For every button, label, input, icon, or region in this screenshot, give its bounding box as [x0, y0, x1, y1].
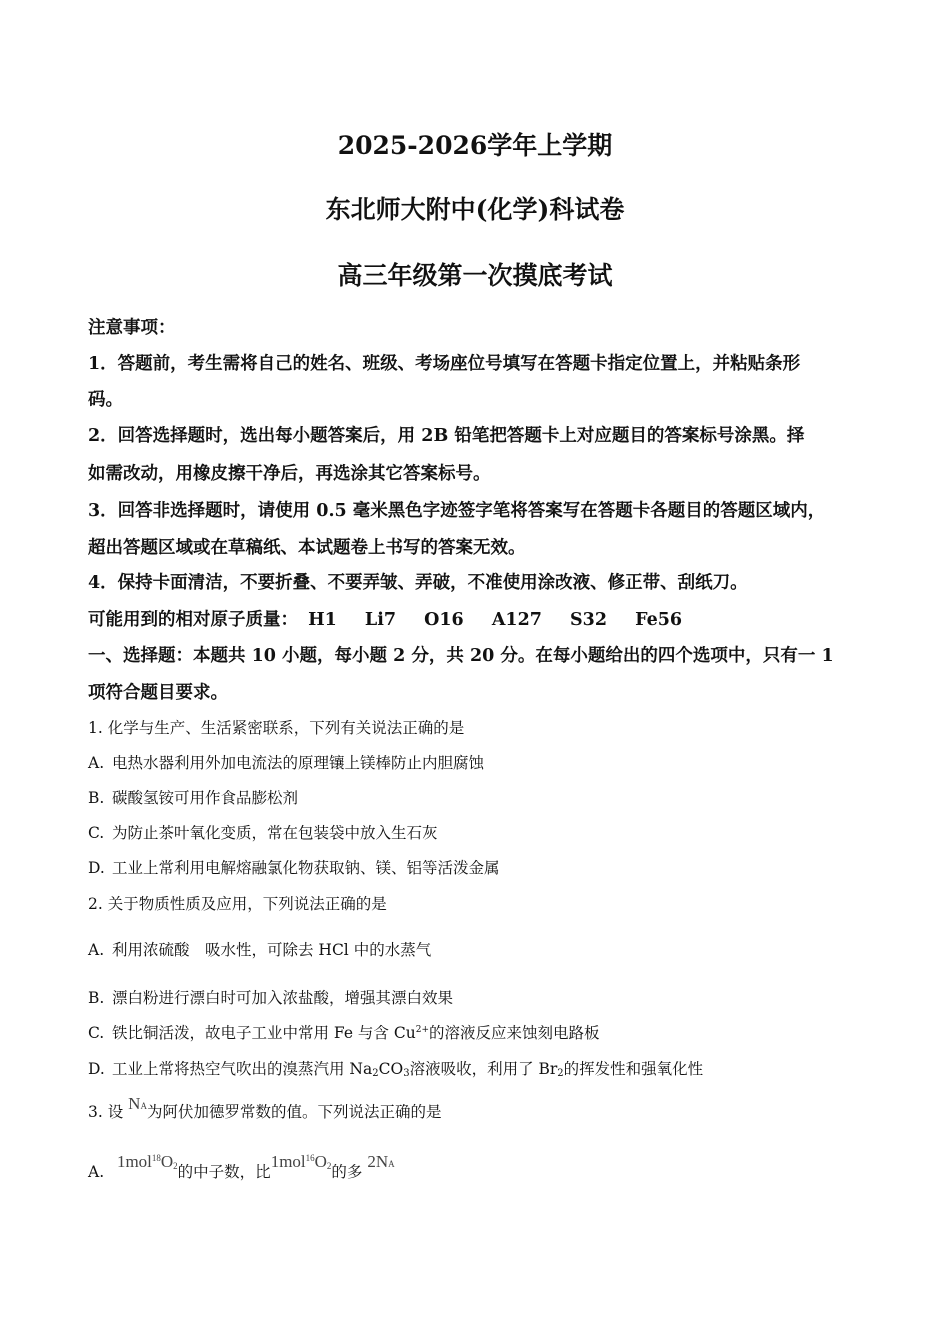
- formula-1mol-18o2: $1mol^{18}O_2$: [116, 1152, 178, 1171]
- question-2-option-d: D. 工业上常将热空气吹出的溴蒸汽用 $Na_2CO_3$溶液吸收，利用了 $Br_2$的挥发性和强氧化性: [88, 1060, 704, 1079]
- question-1-option-a: A. 电热水器利用外加电流法的原理镶上镁棒防止内胆腐蚀: [88, 754, 485, 772]
- section-heading: 一、选择题：本题共 10 小题，每小题 2 分，共 20 分。在每小题给出的四个选项中，只有一 1: [88, 646, 834, 666]
- question-1-option-c: C. 为防止茶叶氧化变质，常在包装袋中放入生石灰: [88, 824, 438, 842]
- notice-title: 注意事项：: [88, 318, 176, 338]
- question-2-option-c: C. 铁比铜活泼，故电子工业中常用 Fe 与含 $Cu^{2+}$的溶液反应来蚀刻电路板: [88, 1024, 600, 1042]
- question-2-option-b: B. 漂白粉进行漂白时可加入浓盐酸，增强其漂白效果: [88, 989, 454, 1007]
- notice-item: 如需改动，用橡皮擦干净后，再选涂其它答案标号。: [88, 464, 491, 484]
- question-1-stem: 1. 化学与生产、生活紧密联系，下列有关说法正确的是: [88, 719, 465, 737]
- notice-item: 3．回答非选择题时，请使用 0.5 毫米黑色字迹签字笔将答案写在答题卡各题目的答题区域内，: [88, 501, 826, 521]
- notice-item: 超出答题区域或在草稿纸、本试题卷上书写的答案无效。: [88, 538, 526, 558]
- atomic-mass-item: S32: [570, 610, 608, 630]
- exam-school-subject-title: 东北师大附中(化学)科试卷: [325, 195, 625, 224]
- atomic-masses-label: 可能用到的相对原子质量：: [88, 610, 298, 630]
- notice-item: 4．保持卡面清洁，不要折叠、不要弄皱、弄破，不准使用涂改液、修正带、刮纸刀。: [88, 573, 748, 593]
- section-heading: 项符合题目要求。: [88, 683, 228, 703]
- exam-year-title: 2025-2026学年上学期: [337, 131, 613, 160]
- notice-item: 1．答题前，考生需将自己的姓名、班级、考场座位号填写在答题卡指定位置上，并粘贴条形: [88, 354, 801, 374]
- atomic-mass-item: Fe56: [635, 610, 683, 630]
- atomic-mass-item: H1: [308, 610, 337, 630]
- formula-1mol-16o2: $1mol^{16}O_2$: [270, 1152, 332, 1171]
- notice-item: 码。: [88, 390, 123, 410]
- question-1-option-b: B. 碳酸氢铵可用作食品膨松剂: [88, 789, 299, 807]
- atomic-mass-item: A127: [491, 610, 542, 630]
- atomic-mass-item: Li7: [364, 610, 397, 630]
- formula-2na: 2NA: [367, 1152, 395, 1171]
- question-2-stem: 2. 关于物质性质及应用，下列说法正确的是: [88, 895, 387, 913]
- atomic-mass-item: O16: [424, 610, 464, 630]
- exam-grade-title: 高三年级第一次摸底考试: [337, 261, 613, 290]
- atomic-masses: [88, 606, 704, 631]
- question-2-option-a: A. 利用浓硫酸 吸水性，可除去 HCl 中的水蒸气: [88, 941, 432, 959]
- question-3-option-a: A. $1mol^{18}O_2$的中子数，比$1mol^{16}O_2$的多 2NA: [88, 1152, 395, 1181]
- avogadro-symbol: NA: [128, 1094, 147, 1113]
- notice-item: 2．回答选择题时，选出每小题答案后，用 2B 铅笔把答题卡上对应题目的答案标号涂黑。择: [88, 426, 805, 446]
- question-1-option-d: D. 工业上常利用电解熔融氯化物获取钠、镁、铝等活泼金属: [88, 859, 500, 877]
- question-3-stem: 3. 设 NA为阿伏加德罗常数的值。下列说法正确的是: [88, 1094, 442, 1121]
